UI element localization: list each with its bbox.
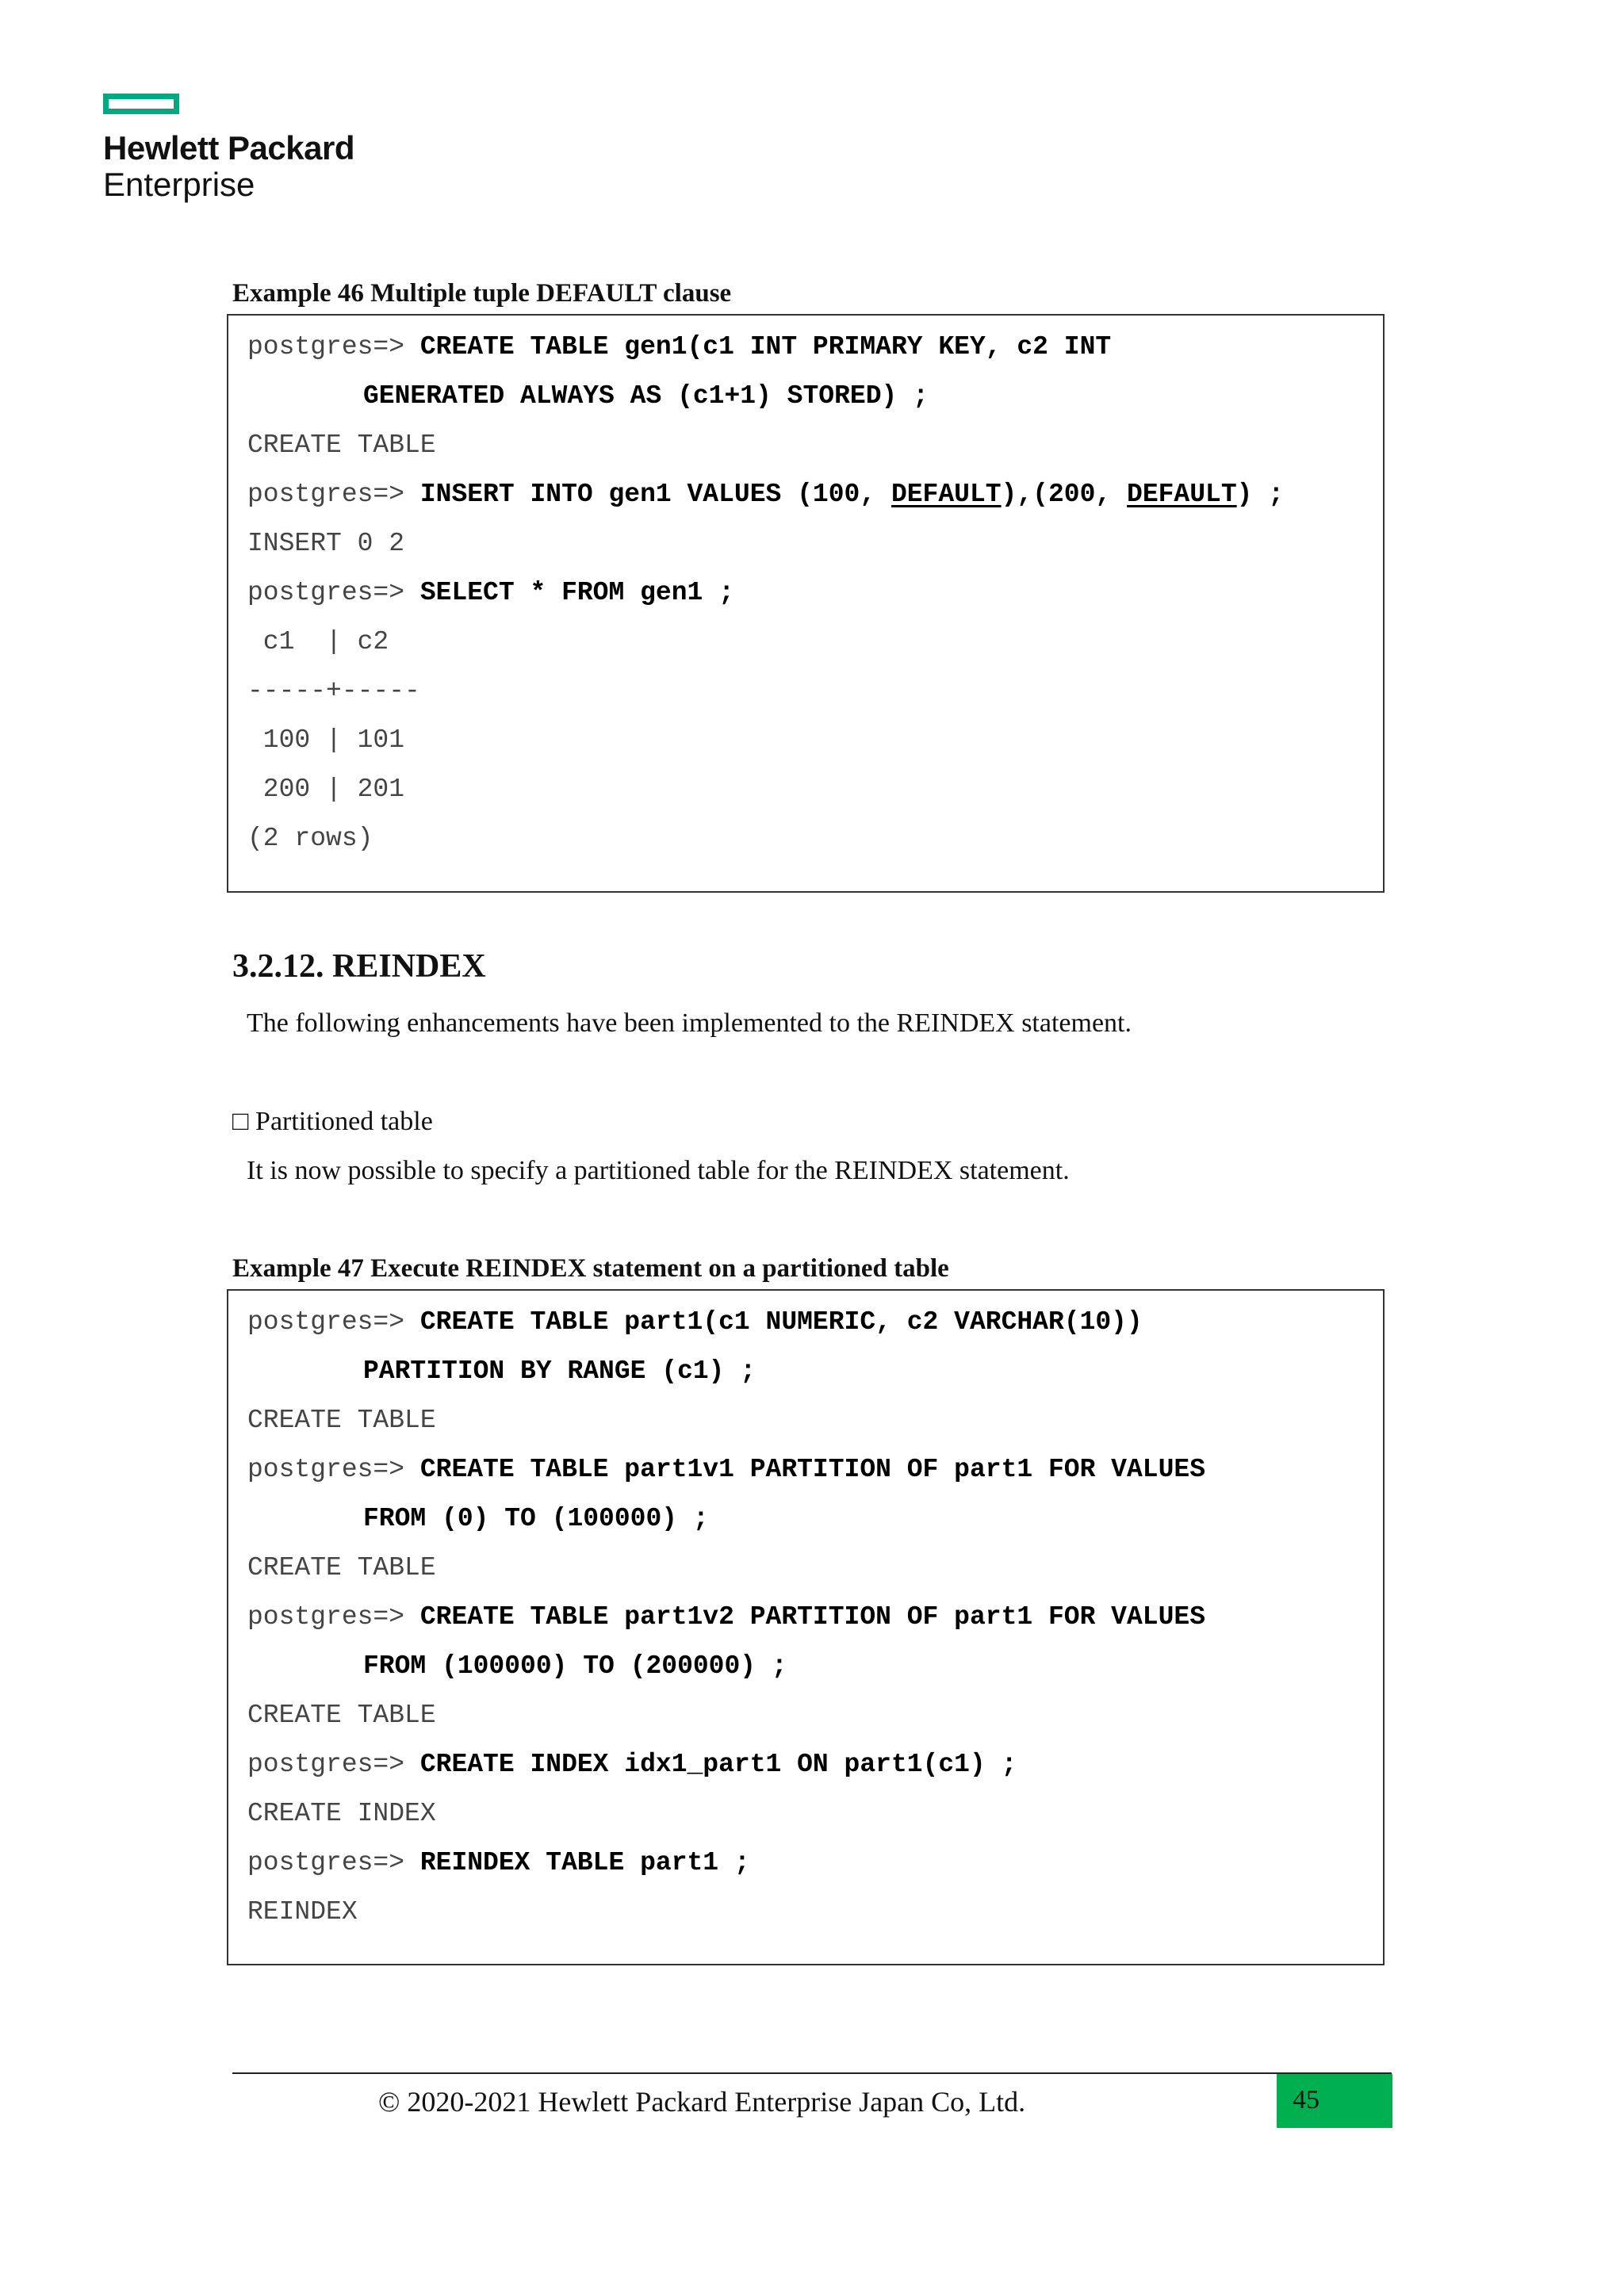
code-line (247, 1405, 436, 1437)
code-output: 200 | 201 (247, 775, 405, 804)
code-line (247, 331, 1111, 363)
code-command: CREATE TABLE part1v1 PARTITION OF part1 FOR VALUES (419, 1455, 1206, 1484)
code-prompt: postgres=> (247, 480, 420, 509)
code-line (247, 1798, 436, 1830)
code-command-part: ) ; (1236, 480, 1285, 509)
code-line (247, 675, 420, 707)
code-output: 100 | 101 (247, 725, 405, 755)
bullet-description: It is now possible to specify a partitioned table for the REINDEX statement. (247, 1156, 1070, 1185)
section-heading: 3.2.12. REINDEX (232, 948, 486, 985)
code-prompt: postgres=> (247, 1307, 420, 1337)
code-line (247, 1454, 1205, 1486)
code-prompt: postgres=> (247, 1455, 420, 1484)
code-prompt: postgres=> (247, 332, 420, 362)
example-47-code-block (227, 1289, 1385, 1965)
code-line (247, 1896, 358, 1928)
code-line (247, 479, 1284, 511)
code-output: CREATE TABLE (247, 430, 436, 460)
code-prompt: postgres=> (247, 1750, 420, 1779)
hpe-logo (103, 94, 354, 203)
code-line (247, 1601, 1205, 1633)
logo-text-line2: Enterprise (103, 166, 255, 203)
code-command: REINDEX TABLE part1 ; (419, 1848, 750, 1877)
code-output: REINDEX (247, 1897, 358, 1927)
code-line (363, 1503, 709, 1535)
code-output: CREATE TABLE (247, 1406, 436, 1435)
hpe-logo-mark (103, 94, 179, 114)
section-intro: The following enhancements have been implemented to the REINDEX statement. (247, 1008, 1132, 1038)
code-command: CREATE TABLE part1(c1 NUMERIC, c2 VARCHAR(10)) (419, 1307, 1143, 1337)
bullet-item: □ Partitioned table (232, 1107, 433, 1136)
code-output: -----+----- (247, 676, 420, 706)
code-line (247, 774, 404, 806)
code-command: FROM (0) TO (100000) ; (363, 1504, 709, 1533)
code-command (420, 480, 1284, 509)
code-command: FROM (100000) TO (200000) ; (363, 1651, 787, 1681)
default-keyword: DEFAULT (1127, 480, 1237, 509)
default-keyword: DEFAULT (891, 480, 1002, 509)
code-command: GENERATED ALWAYS AS (c1+1) STORED) ; (363, 381, 929, 411)
code-line (363, 1651, 787, 1682)
code-line (247, 430, 436, 461)
code-prompt: postgres=> (247, 1848, 420, 1877)
code-output: CREATE TABLE (247, 1553, 436, 1582)
code-line (247, 528, 404, 560)
page-number-box (1277, 2074, 1392, 2128)
code-command-part: ),(200, (1001, 480, 1128, 509)
code-output: CREATE INDEX (247, 1799, 436, 1828)
code-line (247, 626, 389, 658)
code-line (247, 725, 404, 756)
code-line (247, 577, 734, 609)
code-line (247, 1700, 436, 1732)
example-46-code-block (227, 314, 1385, 893)
code-line (363, 1356, 756, 1387)
code-line (247, 823, 373, 855)
page-number: 45 (1293, 2085, 1320, 2114)
code-command: PARTITION BY RANGE (c1) ; (363, 1357, 756, 1386)
code-command: SELECT * FROM gen1 ; (419, 578, 734, 607)
code-command-part: INSERT INTO gen1 VALUES (100, (419, 480, 891, 509)
code-prompt: postgres=> (247, 578, 420, 607)
footer-copyright: © 2020-2021 Hewlett Packard Enterprise Japan Co, Ltd. (378, 2086, 1026, 2118)
code-line (363, 381, 929, 412)
code-output: CREATE TABLE (247, 1701, 436, 1730)
code-command: CREATE TABLE part1v2 PARTITION OF part1 FOR VALUES (419, 1602, 1206, 1632)
example-47-caption: Example 47 Execute REINDEX statement on a partitioned table (232, 1254, 949, 1283)
code-output: INSERT 0 2 (247, 529, 405, 558)
footer-divider (232, 2072, 1392, 2074)
code-prompt: postgres=> (247, 1602, 420, 1632)
code-command: CREATE INDEX idx1_part1 ON part1(c1) ; (419, 1750, 1017, 1779)
code-command: CREATE TABLE gen1(c1 INT PRIMARY KEY, c2 INT (419, 332, 1112, 362)
code-output: c1 | c2 (247, 627, 389, 656)
code-line (247, 1552, 436, 1584)
logo-text-line1: Hewlett Packard (103, 129, 354, 166)
code-line (247, 1749, 1017, 1781)
code-line (247, 1847, 750, 1879)
example-46-caption: Example 46 Multiple tuple DEFAULT clause (232, 279, 732, 308)
code-output: (2 rows) (247, 824, 373, 853)
code-line (247, 1307, 1143, 1338)
